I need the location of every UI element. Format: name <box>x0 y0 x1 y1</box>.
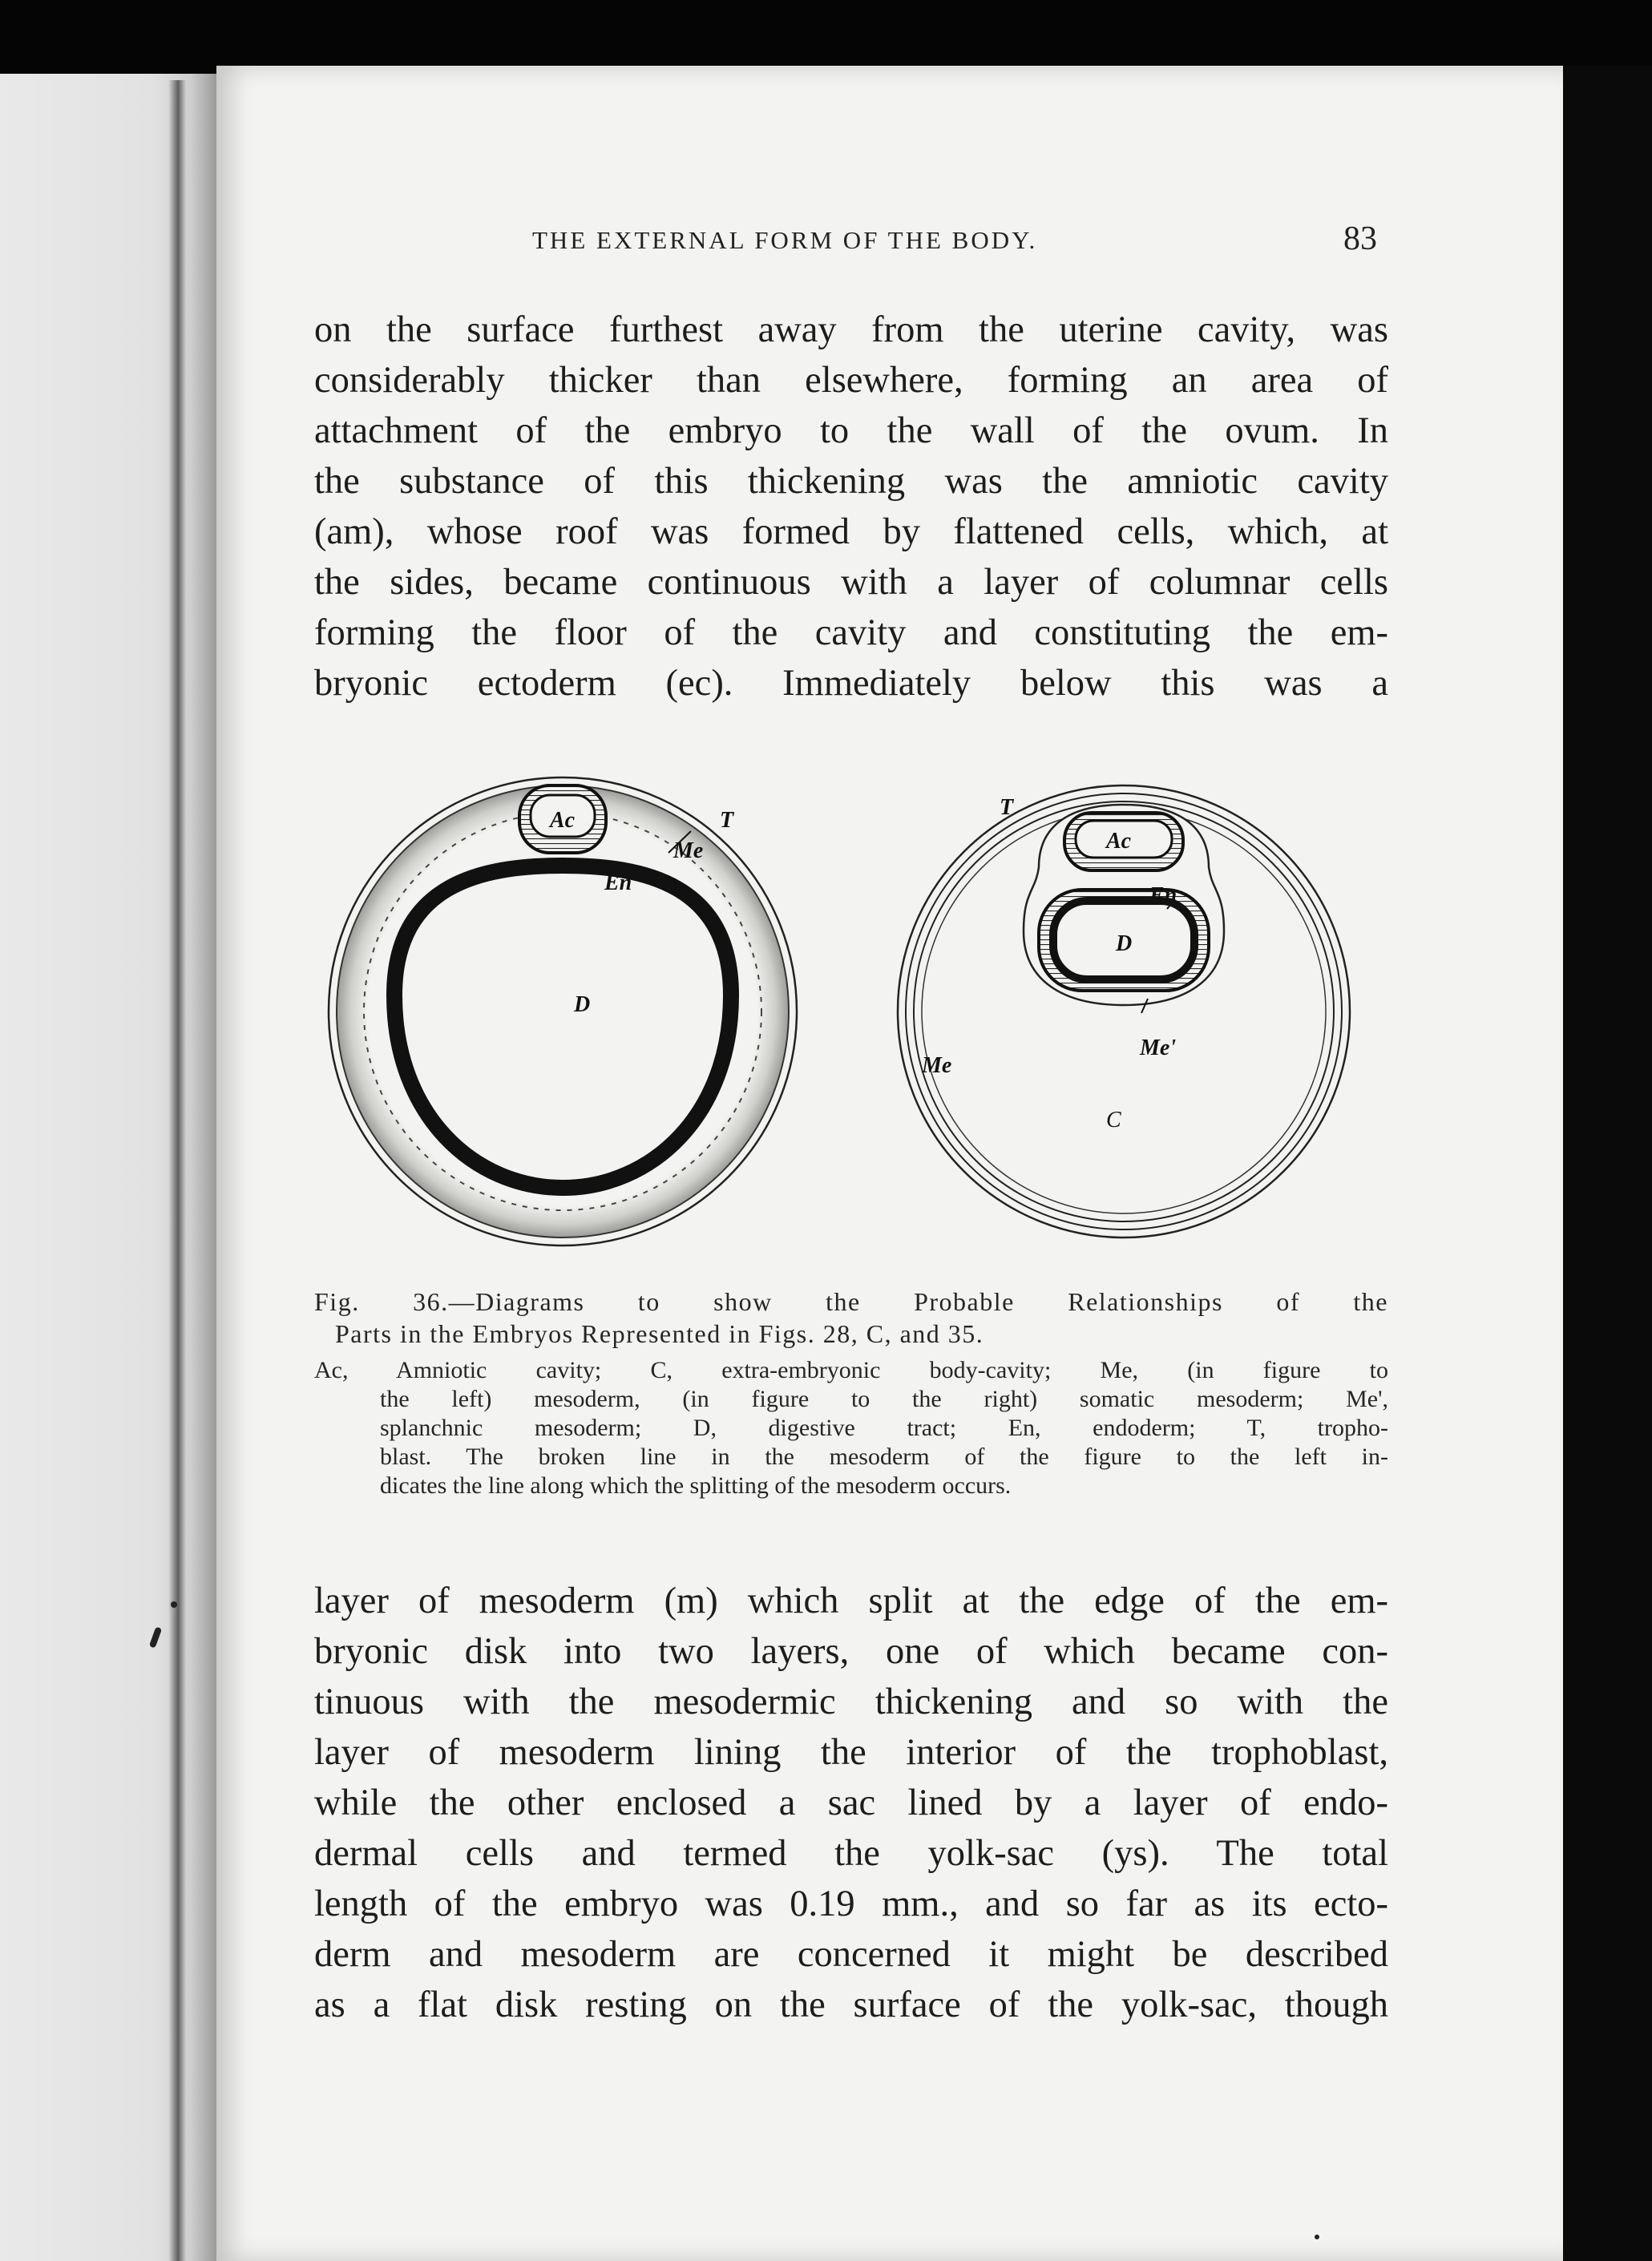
label-right-d: D <box>1116 931 1133 956</box>
text-line: tinuous with the mesodermic thickening and so with the <box>314 1682 1388 1722</box>
text-line: as a flat disk resting on the surface of the yolk-sac, though <box>314 1984 1388 2025</box>
running-head: THE EXTERNAL FORM OF THE BODY. <box>532 226 1038 254</box>
left-diagram <box>329 777 797 1246</box>
label-right-me-prime: Me' <box>1140 1036 1177 1060</box>
book-gutter-shadow <box>168 80 186 2261</box>
label-left-en: En <box>604 870 632 895</box>
figure-36 <box>314 771 1388 1276</box>
caption-legend-line: the left) mesoderm, (in figure to the right) somatic mesoderm; Me', <box>380 1386 1388 1412</box>
text-line: length of the embryo was 0.19 mm., and so far as its ecto- <box>314 1883 1388 1924</box>
left-yolk-sac-endoderm <box>394 866 731 1188</box>
text-line: bryonic ectoderm (ec). Immediately below this was a <box>314 663 1388 704</box>
text-line: derm and mesoderm are concerned it might be described <box>314 1934 1388 1975</box>
label-right-en: En <box>1149 883 1177 908</box>
text-line: layer of mesoderm lining the interior of the trophoblast, <box>314 1732 1388 1773</box>
text-line: dermal cells and termed the yolk-sac (ys). The total <box>314 1833 1388 1874</box>
text-line: forming the floor of the cavity and constituting the em- <box>314 612 1388 653</box>
paragraph-bottom <box>314 1576 1388 2030</box>
caption-legend-line: dicates the line along which the splitting of the mesoderm occurs. <box>380 1472 1012 1499</box>
paragraph-top <box>314 305 1388 709</box>
text-line: the substance of this thickening was the amniotic cavity <box>314 461 1388 502</box>
caption-legend-line: Ac, Amniotic cavity; C, extra-embryonic body-cavity; Me, (in figure to <box>314 1357 1388 1383</box>
label-left-me: Me <box>673 838 704 863</box>
text-line: layer of mesoderm (m) which split at the edge of the em- <box>314 1581 1388 1621</box>
scan-right-border <box>1563 66 1652 2261</box>
text-line: bryonic disk into two layers, one of which became con- <box>314 1631 1388 1672</box>
caption-legend-line: splanchnic mesoderm; D, digestive tract; En, endoderm; T, tropho- <box>380 1415 1388 1441</box>
text-line: (am), whose roof was formed by flattened cells, which, at <box>314 511 1388 552</box>
label-right-c: C <box>1106 1108 1121 1133</box>
caption-legend-line: blast. The broken line in the mesoderm of the figure to the left in- <box>380 1443 1388 1470</box>
text-line: while the other enclosed a sac lined by a layer of endo- <box>314 1783 1388 1823</box>
scan-speck <box>1315 2235 1319 2239</box>
label-right-t: T <box>1000 795 1014 820</box>
figure-36-diagrams <box>314 771 1388 1276</box>
text-line: the sides, became continuous with a layer of columnar cells <box>314 562 1388 603</box>
caption-title-line: Parts in the Embryos Represented in Figs. 28, C, and 35. <box>335 1319 984 1348</box>
text-line: considerably thicker than elsewhere, forming an area of <box>314 360 1388 401</box>
text-line: on the surface furthest away from the uterine cavity, was <box>314 309 1388 350</box>
label-left-t: T <box>720 808 734 833</box>
scan-speck <box>171 1601 177 1608</box>
figure-caption-title <box>314 1286 1388 1350</box>
page-number: 83 <box>1343 220 1377 257</box>
label-right-me: Me <box>922 1053 952 1078</box>
caption-title-line: Fig. 36.—Diagrams to show the Probable Relationships of the <box>314 1287 1388 1316</box>
label-right-ac: Ac <box>1106 829 1132 854</box>
label-left-d: D <box>574 992 591 1017</box>
label-left-ac: Ac <box>550 808 576 833</box>
text-line: attachment of the embryo to the wall of the ovum. In <box>314 410 1388 451</box>
figure-caption-legend <box>314 1356 1388 1500</box>
